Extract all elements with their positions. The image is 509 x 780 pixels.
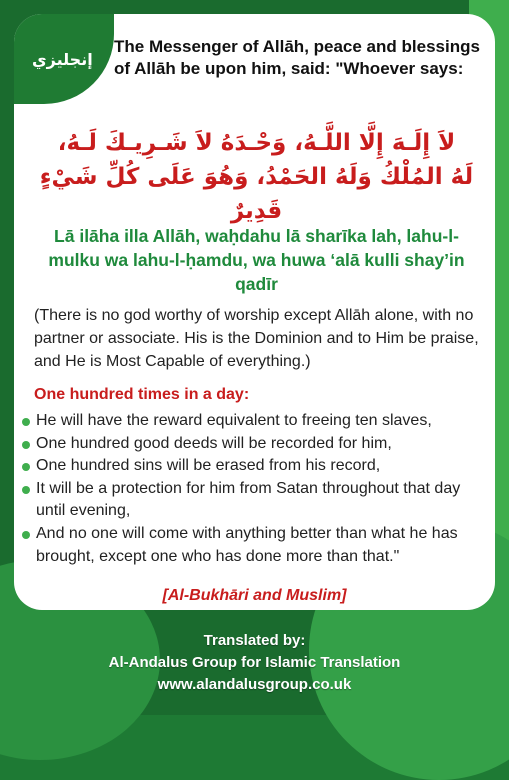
footer-translated-by: Translated by: [203,632,306,649]
list-item [22,433,492,456]
hadith-source: [Al-Bukhāri and Muslim] [162,587,347,604]
list-item-text: One hundred good deeds will be recorded for him, [36,434,392,452]
footer-organization: Al-Andalus Group for Islamic Translation [108,654,401,671]
bullet-icon [22,463,30,471]
bullet-icon [22,441,30,449]
transliteration: Lā ilāha illa Allāh, waḥdahu lā sharīka lah, lahu-l-mulku wa lahu-l-ḥamdu, wa huwa ‘alā kulli shay’in qadīr [48,226,465,294]
arabic-line: لاَ إِلَـهَ إِلَّا اللَّـهُ، وَحْـدَهُ لاَ شَـرِيـكَ لَـهُ، [57,130,456,156]
intro-text: The Messenger of Allāh, peace and blessings of Allāh be upon him, said: "Whoever says: [114,37,480,78]
list-item-text: He will have the reward equivalent to freeing ten slaves, [36,412,432,429]
benefits-heading: One hundred times in a day: [34,386,250,403]
footer-credits [0,630,509,696]
language-tab-label: إنجليزي [32,50,93,69]
content-card [14,14,495,610]
footer-website-link[interactable]: www.alandalusgroup.co.uk [157,676,352,693]
list-item [22,523,492,568]
bullet-icon [22,486,30,494]
list-item [22,478,492,523]
list-item-text: It will be a protection for him from Satan throughout that day until evening, [36,479,461,520]
list-item-text: One hundred sins will be erased from his record, [36,457,381,475]
bullet-icon [22,418,30,426]
meaning-text: (There is no god worthy of worship except Allāh alone, with no partner or associate. His is the Dominion and to Him be praise, and He is Most Capable of everything.) [34,307,479,370]
list-item-text: And no one will come with anything better than what he has brought, except one who has done more than that." [36,524,458,565]
arabic-line: لَهُ المُلْكُ وَلَهُ الحَمْدُ، وَهُوَ عَلَى كُلِّ شَيْءٍ قَدِيرٌ [39,164,474,224]
arabic-dhikr [34,126,479,228]
list-item [22,410,492,433]
benefits-list [22,410,492,568]
bullet-icon [22,531,30,539]
list-item [22,455,492,478]
